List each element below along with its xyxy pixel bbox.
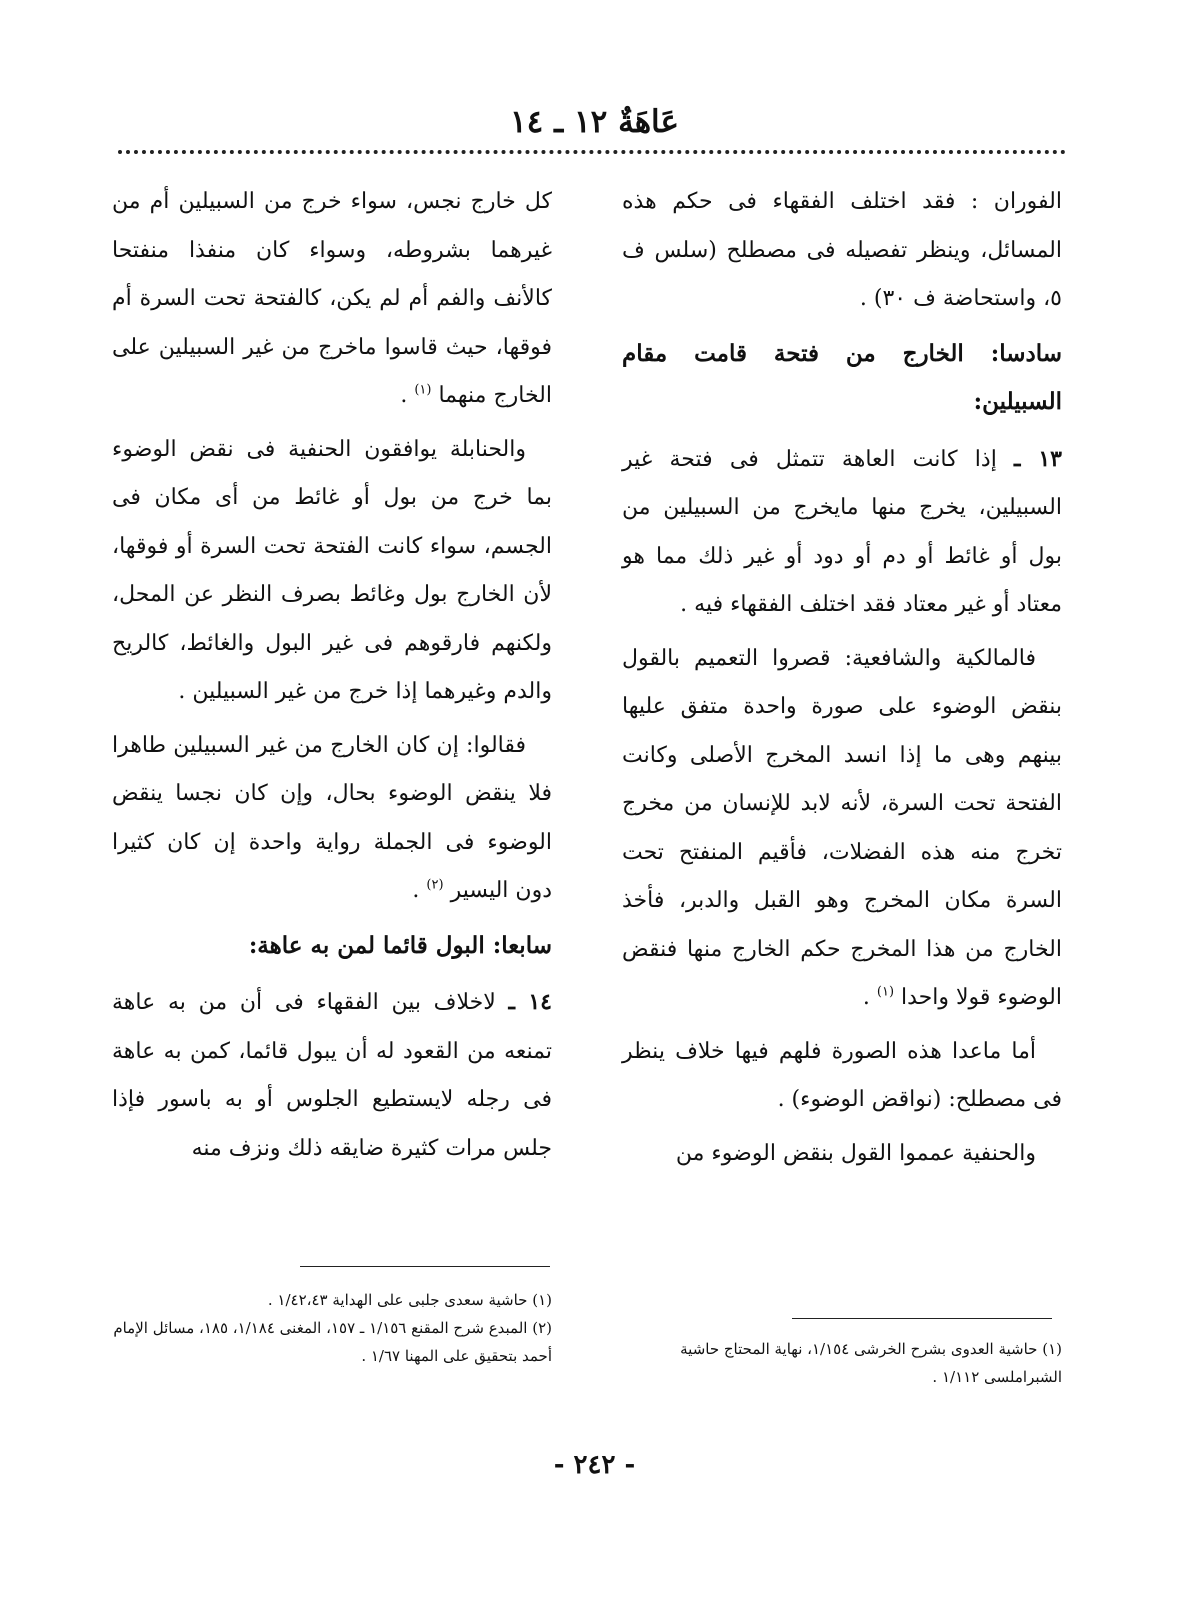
footnote-ref: (١) (414, 382, 432, 398)
paragraph-number: ١٤ ـ (508, 989, 552, 1015)
paragraph-end: . (400, 383, 408, 408)
paragraph-text: كل خارج نجس، سواء خرج من السبيلين أم من غيرهما بشروطه، وسواء كان منفذا منفتحا كالأنف والفم أم لم يكن، كالفتحة تحت السرة أم فوقها، حيث قاسوا ماخرج من غير السبيلين على الخارج منهما (112, 189, 552, 408)
footnotes-right (622, 1335, 1062, 1391)
section-heading-sixth: سادسا: الخارج من فتحة قامت مقام السبيلين: (622, 339, 1062, 415)
paragraph: الفوران : فقد اختلف الفقهاء فى حكم هذه المسائل، وينظر تفصيله فى مصطلح (سلس ف ٥، واستحاضة ف ٣٠) . (622, 189, 1062, 311)
paragraph-14 (112, 978, 552, 1173)
footnote-ref: (٢) (426, 877, 444, 893)
footnotes-left (112, 1286, 552, 1370)
paragraph-end: . (412, 878, 420, 903)
footnote: (١) حاشية العدوى بشرح الخرشى ١/١٥٤، نهاية المحتاج حاشية الشبراملسى ١/١١٢ . (680, 1340, 1062, 1386)
paragraph-text: لاخلاف بين الفقهاء فى أن من به عاهة تمنعه من القعود له أن يبول قائما، كمن به عاهة فى رجله لايستطيع الجلوس أو به باسور فإذا جلس مرات كثيرة ضايقه ذلك ونزف منه (112, 990, 552, 1161)
paragraph-text: فقالوا: إن كان الخارج من غير السبيلين طاهرا فلا ينقض الوضوء بحال، وإن كان نجسا ينقض الوضوء فى الجملة رواية واحدة إن كان كثيرا دون اليسير (112, 732, 552, 903)
paragraph: أما ماعدا هذه الصورة فلهم فيها خلاف ينظر فى مصطلح: (نواقض الوضوء) . (622, 1038, 1062, 1112)
footnote-divider (300, 1266, 550, 1267)
paragraph-number: ١٣ ـ (1014, 445, 1062, 472)
page-number: - ٢٤٢ - (553, 1450, 636, 1480)
left-column (112, 178, 552, 1178)
paragraph: والحنفية عمموا القول بنقض الوضوء من (675, 1140, 1036, 1166)
paragraph (112, 722, 552, 916)
paragraph-text: إذا كانت العاهة تتمثل فى فتحة غير السبيلين، يخرج منها مايخرج من السبيلين من بول أو غائط أو دم أو دود أو غير ذلك مما هو معتاد أو غير معتاد فقد اختلف الفقهاء فيه . (622, 446, 1062, 617)
running-header (0, 104, 1189, 140)
paragraph-13 (622, 435, 1062, 630)
paragraph: والحنابلة يوافقون الحنفية فى نقض الوضوء بما خرج من بول أو غائط من أى مكان فى الجسم، سواء كانت الفتحة تحت السرة أو فوقها، لأن الخارج بول وغائط بصرف النظر عن المحل، ولكنهم فارقوهم فى غير البول والغائط، كالريح والدم وغيرهما إذا خرج من غير السبيلين . (112, 436, 552, 704)
paragraph (112, 178, 552, 421)
section-heading-seventh: سابعا: البول قائما لمن به عاهة: (248, 931, 552, 959)
footnote-ref: (١) (876, 984, 895, 1000)
footnote-divider (792, 1318, 1052, 1319)
paragraph (622, 635, 1062, 1023)
header-divider (118, 150, 1066, 154)
header-title: عَاهَةٌ ١٢ ـ ١٤ (510, 104, 679, 140)
footnote: (١) حاشية سعدى جلبى على الهداية ١/٤٢،٤٣ . (267, 1291, 552, 1309)
footnote: (٢) المبدع شرح المقنع ١/١٥٦ ـ ١٥٧، المغنى ١/١٨٤، ١٨٥، مسائل الإمام أحمد بتحقيق على المهنا ١/٦٧ . (113, 1319, 552, 1365)
right-column (622, 178, 1062, 1183)
paragraph-end: . (862, 985, 870, 1010)
paragraph-text: فالمالكية والشافعية: قصروا التعميم بالقول بنقض الوضوء على صورة واحدة متفق عليها بينهم وهى ما إذا انسد المخرج الأصلى وكانت الفتحة تحت السرة، لأنه لابد للإنسان من مخرج تخرج منه هذه الفضلات، فأقيم المنفتح تحت السرة مكان المخرج وهو القبل والدبر، فأخذ الخارج من هذا المخرج حكم الخارج منها فنقض الوضوء قولا واحدا (622, 645, 1062, 1010)
